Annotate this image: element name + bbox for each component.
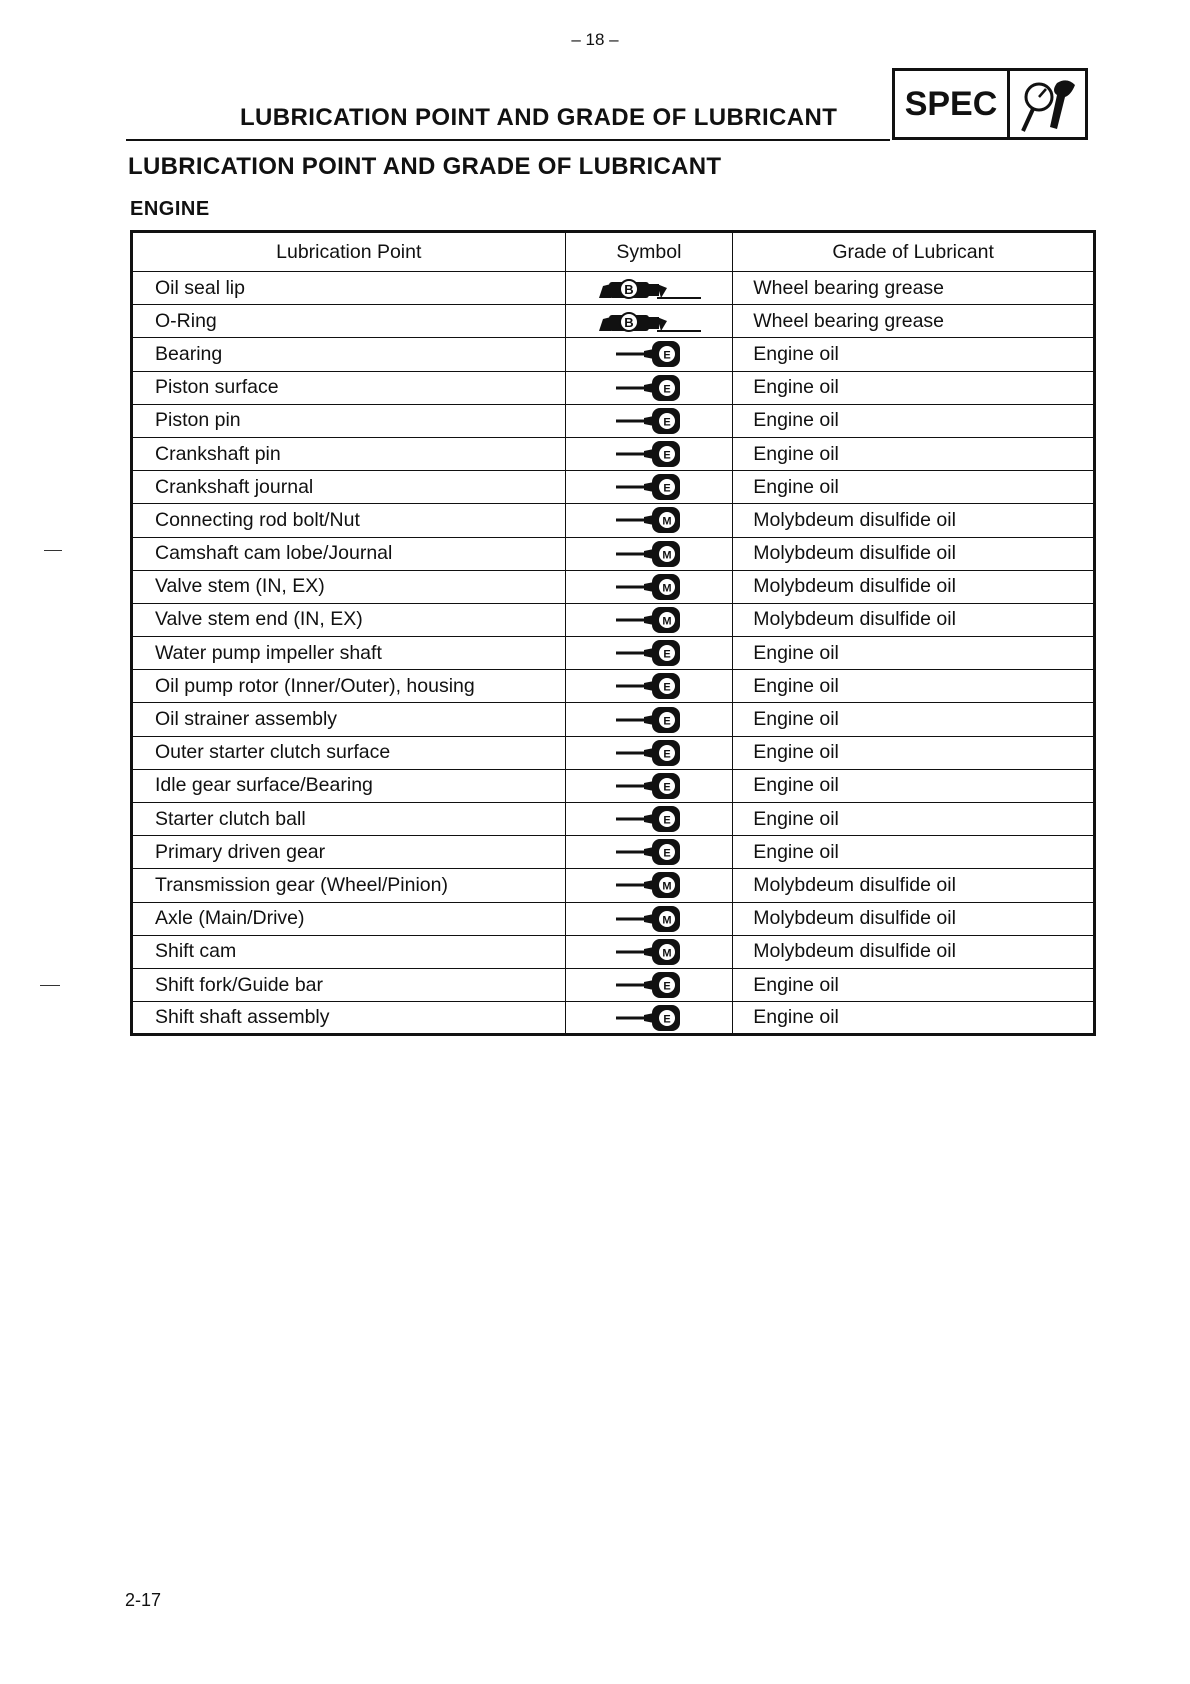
lubrication-point-cell: Oil strainer assembly <box>132 703 566 736</box>
table-body <box>132 272 1095 1035</box>
oil-can-icon <box>614 638 684 668</box>
table-row <box>132 537 1095 570</box>
symbol-cell <box>565 272 733 305</box>
symbol-letter: E <box>663 1013 671 1026</box>
oil-can-icon <box>614 539 684 569</box>
grade-cell: Engine oil <box>733 968 1095 1001</box>
symbol-letter: E <box>663 980 671 993</box>
lubrication-point-cell: Oil seal lip <box>132 272 566 305</box>
oil-can-icon <box>614 406 684 436</box>
lubrication-table <box>130 230 1096 1036</box>
table-row <box>132 1002 1095 1035</box>
oil-can-icon <box>614 505 684 535</box>
oil-can-icon <box>614 937 684 967</box>
table-row <box>132 670 1095 703</box>
oil-can-icon <box>614 339 684 369</box>
lubrication-point-cell: Shift shaft assembly <box>132 1002 566 1035</box>
symbol-letter: E <box>663 715 671 728</box>
lubrication-point-cell: Primary driven gear <box>132 836 566 869</box>
symbol-letter: M <box>662 615 672 628</box>
table-row <box>132 471 1095 504</box>
grade-cell: Engine oil <box>733 836 1095 869</box>
lubrication-point-cell: Camshaft cam lobe/Journal <box>132 537 566 570</box>
symbol-letter: E <box>663 449 671 462</box>
oil-can-icon <box>614 572 684 602</box>
lubrication-point-cell: O-Ring <box>132 305 566 338</box>
grade-cell: Engine oil <box>733 471 1095 504</box>
table-row <box>132 603 1095 636</box>
lubrication-point-cell: Bearing <box>132 338 566 371</box>
table-row <box>132 836 1095 869</box>
grade-cell: Molybdeum disulfide oil <box>733 537 1095 570</box>
symbol-cell <box>565 637 733 670</box>
grade-cell: Molybdeum disulfide oil <box>733 935 1095 968</box>
symbol-cell <box>565 537 733 570</box>
symbol-letter: E <box>663 748 671 761</box>
symbol-letter: E <box>663 648 671 661</box>
oil-can-icon <box>614 970 684 1000</box>
symbol-cell <box>565 305 733 338</box>
header-title: LUBRICATION POINT AND GRADE OF LUBRICANT <box>240 104 838 131</box>
section-title: LUBRICATION POINT AND GRADE OF LUBRICANT <box>128 153 722 180</box>
grade-cell: Wheel bearing grease <box>733 272 1095 305</box>
symbol-letter: M <box>662 549 672 562</box>
grade-cell: Molybdeum disulfide oil <box>733 504 1095 537</box>
page-number: – 18 – <box>571 30 619 49</box>
symbol-letter: E <box>663 781 671 794</box>
symbol-cell <box>565 1002 733 1035</box>
symbol-cell <box>565 404 733 437</box>
oil-can-icon <box>614 1003 684 1033</box>
grade-cell: Engine oil <box>733 371 1095 404</box>
oil-can-icon <box>614 870 684 900</box>
table-row <box>132 504 1095 537</box>
symbol-letter: E <box>663 383 671 396</box>
gauge-wrench-icon <box>1010 71 1085 137</box>
grade-cell: Engine oil <box>733 338 1095 371</box>
margin-mark <box>44 550 62 551</box>
oil-can-icon <box>614 837 684 867</box>
lubrication-point-cell: Valve stem (IN, EX) <box>132 570 566 603</box>
grade-cell: Engine oil <box>733 437 1095 470</box>
grade-cell: Molybdeum disulfide oil <box>733 869 1095 902</box>
grade-cell: Engine oil <box>733 736 1095 769</box>
grade-cell: Engine oil <box>733 404 1095 437</box>
table-header-row <box>132 232 1095 272</box>
symbol-cell <box>565 570 733 603</box>
symbol-cell <box>565 736 733 769</box>
table-row <box>132 803 1095 836</box>
table-row <box>132 371 1095 404</box>
grade-cell: Engine oil <box>733 670 1095 703</box>
symbol-cell <box>565 836 733 869</box>
grease-gun-icon <box>597 274 701 302</box>
lubrication-point-cell: Water pump impeller shaft <box>132 637 566 670</box>
table-row <box>132 902 1095 935</box>
symbol-cell <box>565 670 733 703</box>
table-row <box>132 769 1095 802</box>
lubrication-point-cell: Piston pin <box>132 404 566 437</box>
grease-gun-icon <box>597 307 701 335</box>
table-row <box>132 968 1095 1001</box>
table-row <box>132 404 1095 437</box>
lubrication-point-cell: Crankshaft journal <box>132 471 566 504</box>
table-row <box>132 437 1095 470</box>
lubrication-point-cell: Axle (Main/Drive) <box>132 902 566 935</box>
grade-cell: Engine oil <box>733 803 1095 836</box>
symbol-cell <box>565 371 733 404</box>
lubrication-point-cell: Piston surface <box>132 371 566 404</box>
lubrication-point-cell: Valve stem end (IN, EX) <box>132 603 566 636</box>
symbol-letter: M <box>662 880 672 893</box>
footer-page-number: 2-17 <box>125 1590 162 1610</box>
symbol-letter: B <box>624 282 634 298</box>
symbol-letter: M <box>662 914 672 927</box>
grade-cell: Molybdeum disulfide oil <box>733 902 1095 935</box>
table-row <box>132 703 1095 736</box>
grade-cell: Molybdeum disulfide oil <box>733 570 1095 603</box>
grade-cell: Molybdeum disulfide oil <box>733 603 1095 636</box>
lubrication-point-cell: Connecting rod bolt/Nut <box>132 504 566 537</box>
symbol-letter: E <box>663 847 671 860</box>
lubrication-point-cell: Idle gear surface/Bearing <box>132 769 566 802</box>
symbol-letter: E <box>663 681 671 694</box>
symbol-cell <box>565 703 733 736</box>
grade-cell: Engine oil <box>733 1002 1095 1035</box>
subsection-title: ENGINE <box>130 198 210 220</box>
symbol-cell <box>565 869 733 902</box>
symbol-letter: E <box>663 482 671 495</box>
lubrication-point-cell: Crankshaft pin <box>132 437 566 470</box>
oil-can-icon <box>614 804 684 834</box>
oil-can-icon <box>614 373 684 403</box>
oil-can-icon <box>614 671 684 701</box>
oil-can-icon <box>614 605 684 635</box>
symbol-cell <box>565 902 733 935</box>
spec-badge <box>892 68 1088 140</box>
symbol-letter: M <box>662 582 672 595</box>
oil-can-icon <box>614 771 684 801</box>
table-row <box>132 305 1095 338</box>
symbol-cell <box>565 338 733 371</box>
table-row <box>132 869 1095 902</box>
symbol-letter: M <box>662 515 672 528</box>
symbol-letter: E <box>663 814 671 827</box>
oil-can-icon <box>614 738 684 768</box>
grade-cell: Engine oil <box>733 703 1095 736</box>
oil-can-icon <box>614 472 684 502</box>
symbol-cell <box>565 603 733 636</box>
symbol-cell <box>565 968 733 1001</box>
header-rule <box>126 139 890 141</box>
lubrication-point-cell: Outer starter clutch surface <box>132 736 566 769</box>
table-row <box>132 637 1095 670</box>
margin-mark <box>40 985 60 986</box>
oil-can-icon <box>614 439 684 469</box>
grade-cell: Wheel bearing grease <box>733 305 1095 338</box>
table-row <box>132 272 1095 305</box>
symbol-letter: E <box>663 416 671 429</box>
table-row <box>132 570 1095 603</box>
symbol-cell <box>565 437 733 470</box>
lubrication-point-cell: Transmission gear (Wheel/Pinion) <box>132 869 566 902</box>
column-header-point: Lubrication Point <box>132 232 566 272</box>
lubrication-point-cell: Shift cam <box>132 935 566 968</box>
symbol-cell <box>565 769 733 802</box>
symbol-letter: E <box>663 349 671 362</box>
lubrication-point-cell: Oil pump rotor (Inner/Outer), housing <box>132 670 566 703</box>
symbol-letter: M <box>662 947 672 960</box>
oil-can-icon <box>614 705 684 735</box>
lubrication-point-cell: Starter clutch ball <box>132 803 566 836</box>
table-row <box>132 338 1095 371</box>
table-row <box>132 736 1095 769</box>
column-header-symbol: Symbol <box>565 232 733 272</box>
lubrication-point-cell: Shift fork/Guide bar <box>132 968 566 1001</box>
symbol-letter: B <box>624 315 634 331</box>
grade-cell: Engine oil <box>733 769 1095 802</box>
symbol-cell <box>565 504 733 537</box>
oil-can-icon <box>614 904 684 934</box>
symbol-cell <box>565 803 733 836</box>
symbol-cell <box>565 935 733 968</box>
symbol-cell <box>565 471 733 504</box>
spec-badge-label: SPEC <box>895 71 1010 137</box>
grade-cell: Engine oil <box>733 637 1095 670</box>
table-row <box>132 935 1095 968</box>
column-header-grade: Grade of Lubricant <box>733 232 1095 272</box>
